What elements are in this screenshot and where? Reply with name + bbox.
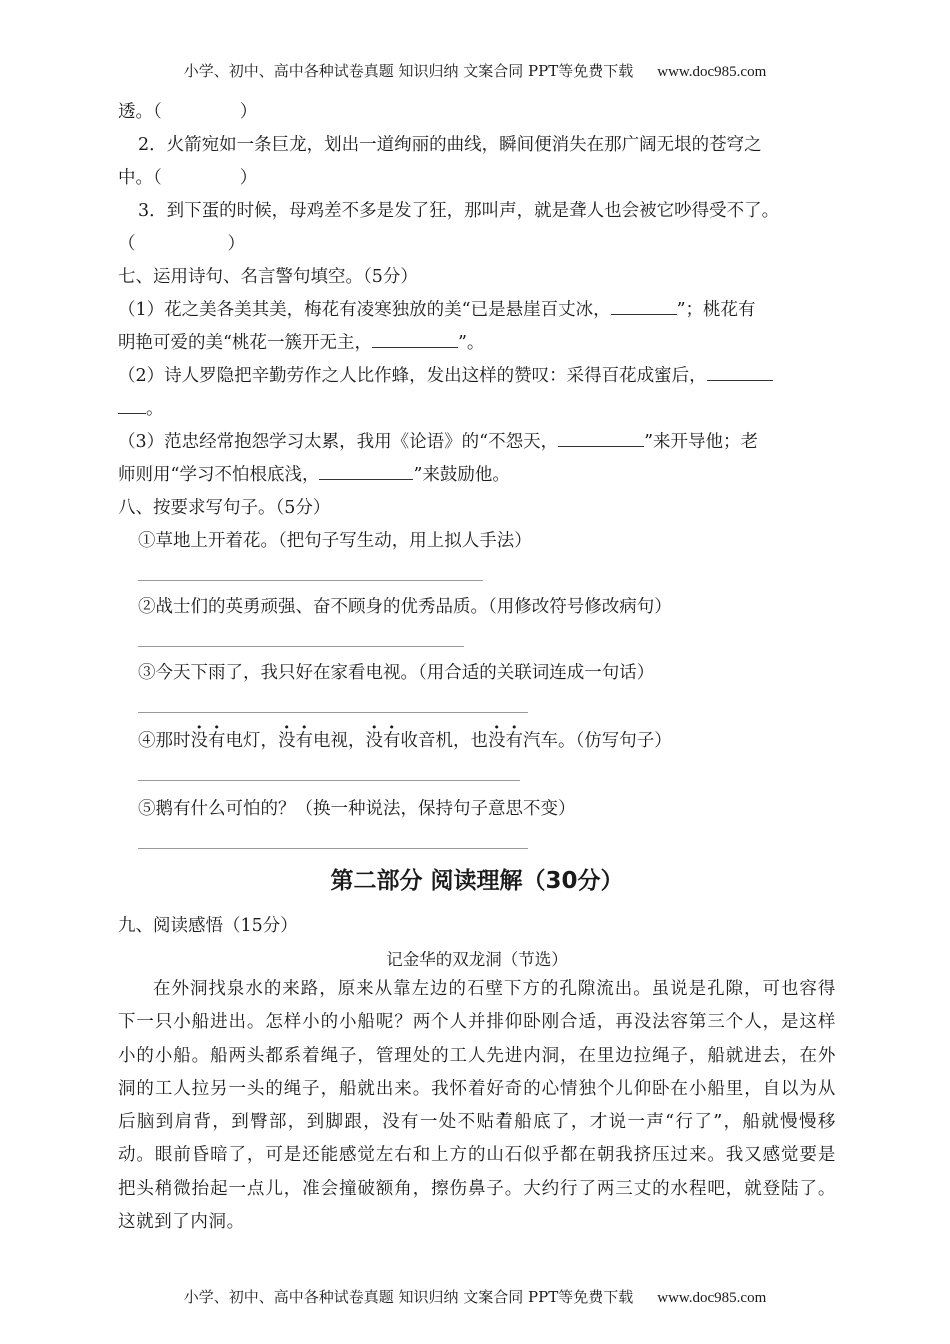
q2-line2	[118, 164, 257, 189]
fill-blank[interactable]	[319, 465, 413, 480]
emphasis-dotted-char: 没	[488, 731, 506, 751]
s7-text: （2）诗人罗隐把辛勤劳作之人比作蜂，发出这样的赞叹：采得百花成蜜后，	[118, 366, 707, 386]
header-url[interactable]: www.doc985.com	[657, 64, 767, 80]
emphasis-dotted-char: 有	[295, 731, 313, 751]
emphasis-dotted-char: 没	[365, 731, 383, 751]
emphasis-dotted-char: 有	[383, 731, 401, 751]
passage-title: 记金华的双龙洞（节选）	[386, 950, 568, 969]
emphasis-dotted-char: 有	[505, 731, 523, 751]
header-text: 小学、初中、高中各种试卷真题 知识归纳 文案合同 PPT等免费下载	[183, 62, 634, 80]
answer-line[interactable]	[138, 848, 528, 849]
q3-line2-text: （	[118, 234, 136, 254]
s8-text: 收音机，也	[400, 731, 488, 751]
s8-item2: ②战士们的英勇顽强、奋不顾身的优秀品质。（用修改符号修改病句）	[138, 597, 672, 617]
part2-title: 第二部分 阅读理解（30分）	[330, 868, 624, 894]
emphasis-dotted-char: 有	[208, 731, 226, 751]
emphasis-dotted	[278, 731, 313, 751]
answer-line[interactable]	[138, 646, 464, 647]
q3-line2	[118, 230, 245, 255]
section7-heading: 七、运用诗句、名言警句填空。（5分）	[118, 267, 418, 287]
s7-text: ”来鼓励他。	[413, 465, 510, 485]
page-footer	[0, 1286, 950, 1307]
paren-close: ）	[239, 102, 258, 122]
s7-text: ”；桃花有	[676, 300, 756, 320]
passage-paragraph	[118, 973, 836, 1239]
fill-blank[interactable]	[611, 300, 677, 315]
s8-text: 电灯，	[225, 731, 278, 751]
q3-line1: 3．到下蛋的时候，母鸡差不多是发了狂，那叫声，就是聋人也会被它吵得受不了。	[138, 201, 780, 221]
s8-text: 电视，	[313, 731, 366, 751]
s7-item3-line2	[118, 461, 510, 486]
s7-text: 。	[146, 399, 164, 419]
s7-text: 师则用“学习不怕根底浅，	[118, 465, 320, 485]
s8-text: ④那时	[138, 731, 191, 751]
s7-text: ”来开导他；老	[644, 432, 759, 452]
passage-text: 着船底了，才说一声“行了”，船就慢慢移动。眼前昏暗了，可是还能感觉左右和上方的山石似乎都在朝我挤压过来。我又感觉要是把头稍微抬起一点儿，准会撞破额角，擦伤鼻子。大约行了两三丈的水程吧，就登陆了。这就到了内洞。	[118, 1112, 836, 1233]
s7-text: 明艳可爱的美“桃花一簇开无主，	[118, 333, 372, 353]
answer-line[interactable]	[138, 780, 520, 781]
s7-text: ”。	[457, 333, 485, 353]
section9-heading: 九、阅读感悟（15分）	[118, 916, 298, 936]
q2-line2-text: 中。（	[118, 168, 162, 188]
answer-line[interactable]	[138, 712, 528, 713]
s7-item3-line1	[118, 428, 758, 453]
emphasis-dotted-char: 没	[278, 731, 296, 751]
q1-tail	[118, 98, 257, 123]
s7-item2-line2	[118, 395, 164, 420]
s7-item2-line1	[118, 362, 773, 387]
emphasis-dotted-char: 贴	[476, 1112, 496, 1133]
s8-item4	[138, 727, 672, 752]
section8-heading: 八、按要求写句子。（5分）	[118, 498, 331, 518]
s7-text: （3）范忠经常抱怨学习太累，我用《论语》的“不怨天，	[118, 432, 559, 452]
emphasis-dotted-char: 没	[190, 731, 208, 751]
paren-close: ）	[239, 168, 258, 188]
s8-item1: ①草地上开着花。（把句子写生动，用上拟人手法）	[138, 531, 532, 551]
passage-text: 在外洞找泉水的来路，原来从靠左边的石壁下方的孔隙流出。虽说是孔隙，可也容得下一只小船进出。怎样小的小船呢？两个人并排仰卧刚合适，再没法容第三个人，是这样小的小船。船两头都系着绳子，管理处的工人先进内洞，在里边拉绳子，船就进去，在外洞的工人拉另一头的绳子，船就出来。我怀着好奇的心情独个儿仰卧在小船里，自以为从后脑到肩背，到臀部，到脚跟，没有一处不	[118, 979, 836, 1133]
emphasis-dotted	[191, 731, 226, 751]
emphasis-dotted	[488, 731, 523, 751]
footer-text: 小学、初中、高中各种试卷真题 知识归纳 文案合同 PPT等免费下载	[183, 1288, 634, 1306]
page-header	[0, 60, 950, 81]
s7-item1-line2	[118, 329, 484, 354]
fill-blank[interactable]	[558, 432, 644, 447]
s7-text: （1）花之美各美其美，梅花有凌寒独放的美“已是悬崖百丈冰，	[118, 300, 611, 320]
fill-blank[interactable]	[707, 366, 773, 381]
fill-blank[interactable]	[372, 333, 458, 348]
s8-item5: ⑤鹅有什么可怕的？（换一种说法，保持句子意思不变）	[138, 799, 576, 819]
footer-url[interactable]: www.doc985.com	[657, 1290, 767, 1306]
paren-close: ）	[227, 234, 245, 254]
fill-blank[interactable]	[118, 399, 146, 414]
q2-line1: 2．火箭宛如一条巨龙，划出一道绚丽的曲线，瞬间便消失在那广阔无垠的苍穹之	[138, 135, 762, 155]
s7-item1-line1	[118, 296, 756, 321]
q1-tail-text: 透。（	[118, 102, 162, 122]
emphasis-dotted	[366, 731, 401, 751]
answer-line[interactable]	[138, 580, 483, 581]
s8-text: 汽车。（仿写句子）	[523, 731, 672, 751]
s8-item3: ③今天下雨了，我只好在家看电视。（用合适的关联词连成一句话）	[138, 663, 655, 683]
